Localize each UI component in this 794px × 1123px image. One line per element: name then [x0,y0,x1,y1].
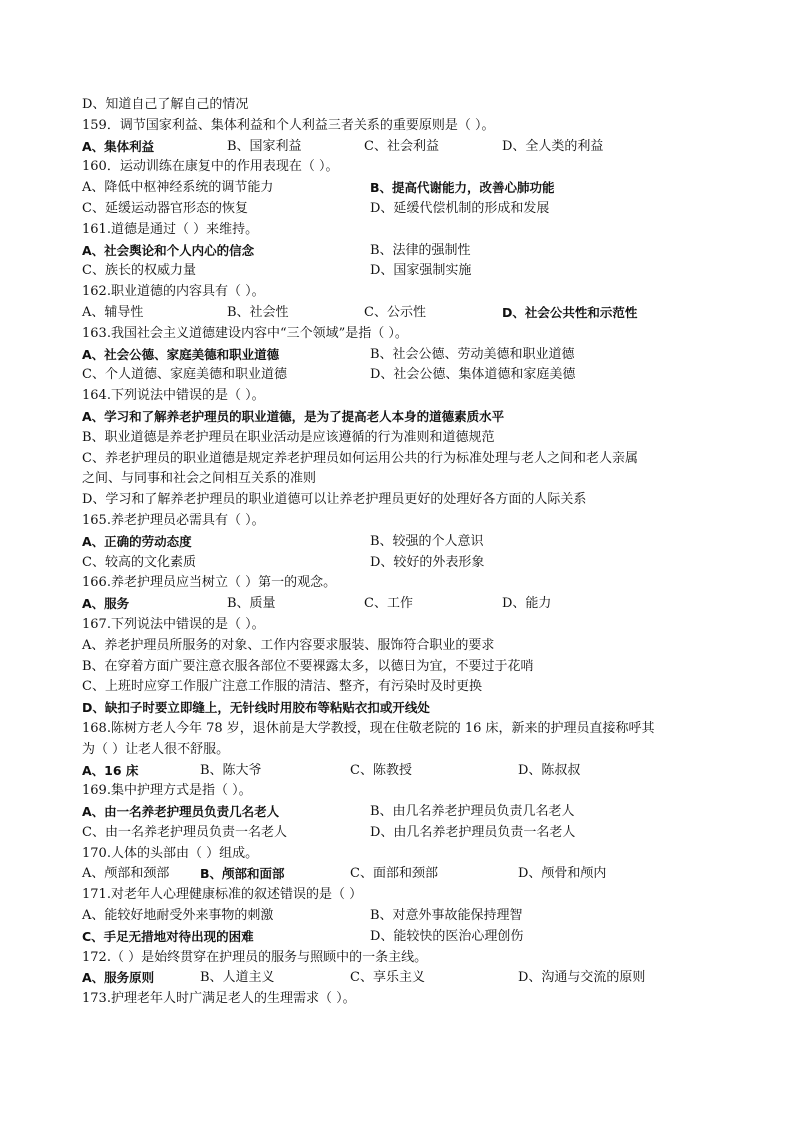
text-line: A、养老护理员所服务的对象、工作内容要求服装、服饰符合职业的要求 [82,637,495,653]
text-line: 168.陈树方老人今年 78 岁，退休前是大学教授，现在住敬老院的 16 床，新来的护理员直接称呼其 [82,720,655,736]
text-line: C、上班时应穿工作服广注意工作服的清洁、整齐，有污染时及时更换 [82,679,482,695]
option-c: C、陈教授 [350,762,412,778]
option-c: C、社会利益 [364,138,439,154]
options-line [82,345,722,366]
text-line: C、养老护理员的职业道德是规定养老护理员如何运用公共的行为标准处理与老人之间和老人亲属 [82,450,638,466]
option-c: C、公示性 [364,304,426,320]
option-a: A、社会公德、家庭美德和职业道德 [82,346,280,362]
text-line: 170.人体的头部由（ ）组成。 [82,845,259,861]
option-a: C、族长的权威力量 [82,263,196,279]
options-line [82,137,722,158]
option-b: B、法律的强制性 [370,242,471,258]
option-d: D、颅骨和颅内 [518,866,607,882]
option-b: D、延缓代偿机制的形成和发展 [370,200,550,216]
option-b: B、国家利益 [227,138,302,154]
options-line [82,178,722,199]
option-b: B、陈大爷 [200,762,262,778]
text-line: 为（ ）让老人很不舒服。 [82,741,230,757]
option-b: D、较好的外表形象 [370,554,485,570]
options-line [82,761,722,782]
text-line: 165.养老护理员必需具有（ ）。 [82,512,265,528]
option-a: A、16 床 [82,762,139,778]
text-line: D、知道自己了解自己的情况 [82,97,249,112]
text-line: 163.我国社会主义道德建设内容中“三个领域”是指（ ）。 [82,325,408,341]
option-b: B、由几名养老护理员负责几名老人 [370,804,575,820]
text-line: B、在穿着方面广要注意衣服各部位不要裸露太多，以德日为宜，不要过于花哨 [82,658,534,674]
options-line [82,968,722,989]
option-d: D、社会公共性和示范性 [502,304,638,320]
options-line [82,823,722,844]
document-page [82,95,722,1010]
text-line: 166.养老护理员应当树立（ ）第一的观念。 [82,575,337,591]
options-line [82,864,722,885]
option-b: D、社会公德、集体道德和家庭美德 [370,367,576,383]
text-line: 162.职业道德的内容具有（ ）。 [82,284,265,300]
text-line: 159．调节国家利益、集体利益和个人利益三者关系的重要原则是（ ）。 [82,117,495,133]
options-line [82,906,722,927]
option-d: D、陈叔叔 [518,762,581,778]
text-line: 之间、与同事和社会之间相互关系的准则 [82,471,317,487]
option-a: A、能较好地耐受外来事物的刺激 [82,908,274,924]
option-b: D、能较快的医治心理创伤 [370,928,524,944]
text-line: 164.下列说法中错误的是（ ）。 [82,388,265,404]
option-b: B、较强的个人意识 [370,533,484,549]
option-a: C、较高的文化素质 [82,554,196,570]
option-d: D、全人类的利益 [502,138,604,154]
option-a: A、降低中枢神经系统的调节能力 [82,180,274,196]
options-line [82,802,722,823]
option-c: C、工作 [364,596,413,612]
option-a: A、集体利益 [82,138,155,154]
text-line: 167.下列说法中错误的是（ ）。 [82,616,265,632]
option-b: B、质量 [227,596,276,612]
options-line [82,553,722,574]
text-line: 161.道德是通过（ ）来维持。 [82,221,259,237]
text-line: D、缺扣子时要立即缝上，无针线时用胶布等粘贴衣扣或开线处 [82,700,430,716]
option-a: A、服务 [82,596,130,612]
option-a: C、手足无措地对待出现的困难 [82,928,254,944]
option-a: A、颅部和颈部 [82,866,170,882]
option-c: C、面部和颈部 [350,866,438,882]
option-a: A、社会舆论和个人内心的信念 [82,242,255,258]
options-line [82,927,722,948]
option-a: C、个人道德、家庭美德和职业道德 [82,367,287,383]
option-d: D、沟通与交流的原则 [518,970,646,986]
option-b: D、国家强制实施 [370,263,472,279]
option-a: C、延缓运动器官形态的恢复 [82,200,248,216]
option-a: A、由一名养老护理员负责几名老人 [82,804,280,820]
options-line [82,365,722,386]
option-b: B、颅部和面部 [200,866,285,882]
options-line [82,594,722,615]
option-a: A、正确的劳动态度 [82,533,192,549]
options-line [82,303,722,324]
option-d: D、能力 [502,596,552,612]
options-line [82,261,722,282]
options-line [82,532,722,553]
option-b: B、社会公德、劳动美德和职业道德 [370,346,575,362]
text-line: 172.（ ）是始终贯穿在护理员的服务与照顾中的一条主线。 [82,949,428,965]
option-b: B、人道主义 [200,970,275,986]
option-b: D、由几名养老护理员负责一名老人 [370,824,576,840]
text-line: 171.对老年人心理健康标准的叙述错误的是（ ） [82,887,363,903]
options-line [82,241,722,262]
option-b: B、社会性 [227,304,289,320]
text-line: 160．运动训练在康复中的作用表现在（ ）。 [82,159,339,175]
text-line: D、学习和了解养老护理员的职业道德可以让养老护理员更好的处理好各方面的人际关系 [82,492,587,508]
option-b: B、提高代谢能力，改善心肺功能 [370,180,555,196]
text-line: 169.集中护理方式是指（ ）。 [82,783,252,799]
option-c: C、享乐主义 [350,970,425,986]
option-a: A、辅导性 [82,304,144,320]
option-a: C、由一名养老护理员负责一名老人 [82,824,287,840]
text-line: 173.护理老年人时广满足老人的生理需求（ ）。 [82,991,356,1007]
options-line [82,199,722,220]
text-line: A、学习和了解养老护理员的职业道德，是为了提高老人本身的道德素质水平 [82,408,505,424]
option-a: A、服务原则 [82,970,155,986]
option-b: B、对意外事故能保持理智 [370,908,523,924]
text-line: B、职业道德是养老护理员在职业活动是应该遵循的行为准则和道德规范 [82,429,495,445]
